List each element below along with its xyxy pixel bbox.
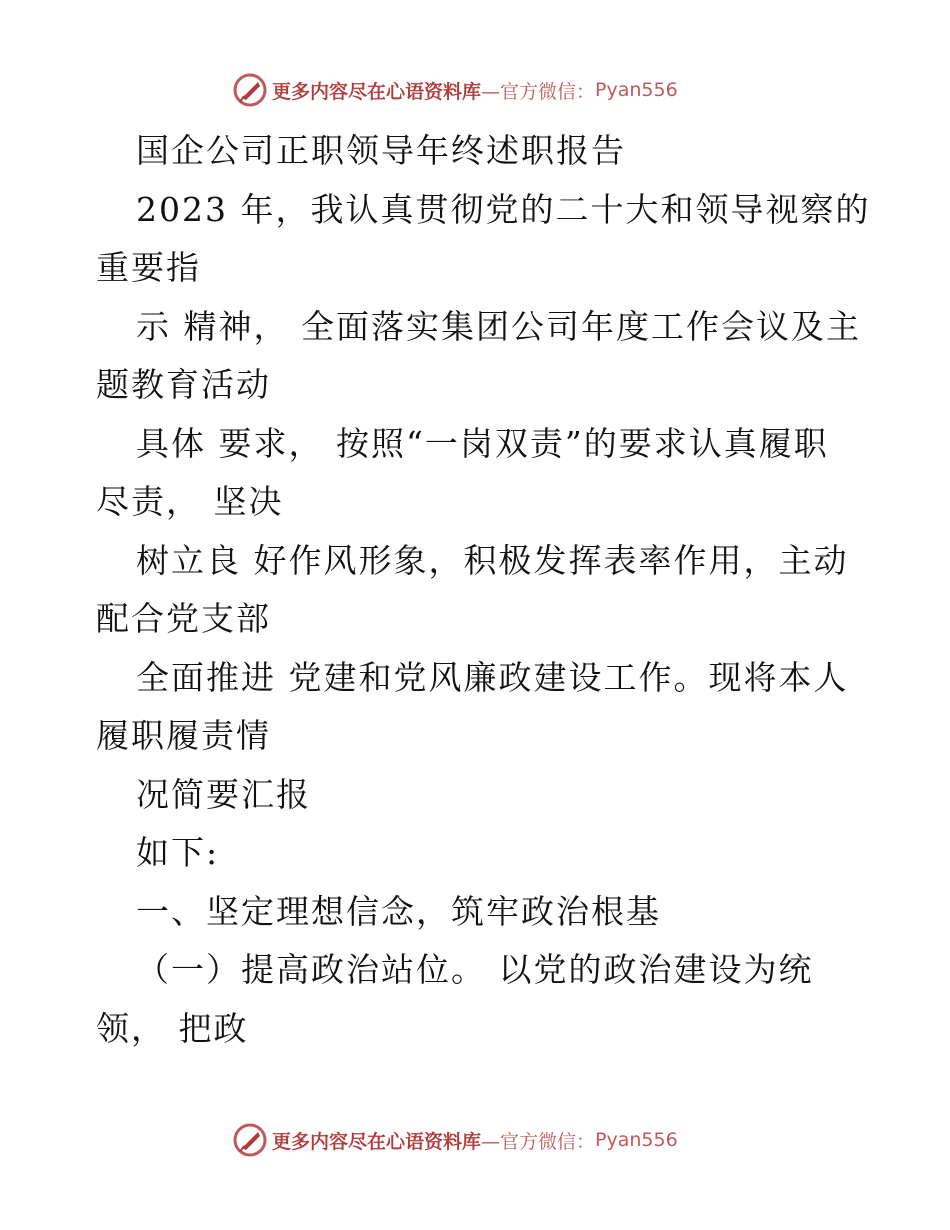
text-line: 全面推进 党建和党风廉政建设工作。现将本人 (136, 657, 849, 697)
watermark-wechat-id: Pyan556 (595, 1129, 678, 1151)
document-body (96, 122, 871, 1058)
feather-pen-logo-icon (232, 72, 268, 108)
text-line: 题教育活动 (96, 365, 271, 404)
text-line: 配合党支部 (96, 599, 271, 638)
text-line: 示 精神， 全面落实集团公司年度工作会议及主 (136, 306, 861, 346)
subsection-heading: （一）提高政治站位。 以党的政治建设为统 (136, 950, 814, 989)
footer-watermark (232, 1122, 678, 1158)
document-title: 国企公司正职领导年终述职报告 (136, 131, 626, 170)
text-line: 履职履责情 (96, 716, 271, 755)
watermark-brand: 更多内容尽在心语资料库 (272, 1130, 482, 1153)
watermark-wechat-id: Pyan556 (595, 79, 678, 101)
text-line: 树立良 好作风形象，积极发挥表率作用，主动 (136, 540, 849, 580)
watermark-rest: —官方微信： (481, 1130, 596, 1153)
text-line: 领， 把政 (96, 1008, 249, 1048)
text-line: 重要指 (96, 248, 201, 287)
section-heading: 一、坚定理想信念，筑牢政治根基 (136, 891, 661, 931)
watermark-rest: —官方微信： (481, 80, 596, 103)
text-line: 2023 年，我认真贯彻党的二十大和领导视察的 (136, 189, 871, 229)
text-line: 具体 要求， 按照“一岗双责”的要求认真履职 (136, 423, 829, 463)
header-watermark (232, 72, 678, 108)
text-line: 如下: (136, 833, 220, 872)
text-line: 尽责， 坚决 (96, 482, 284, 521)
watermark-brand: 更多内容尽在心语资料库 (272, 80, 482, 103)
feather-pen-logo-icon (232, 1122, 268, 1158)
text-line: 况简要汇报 (136, 774, 311, 814)
